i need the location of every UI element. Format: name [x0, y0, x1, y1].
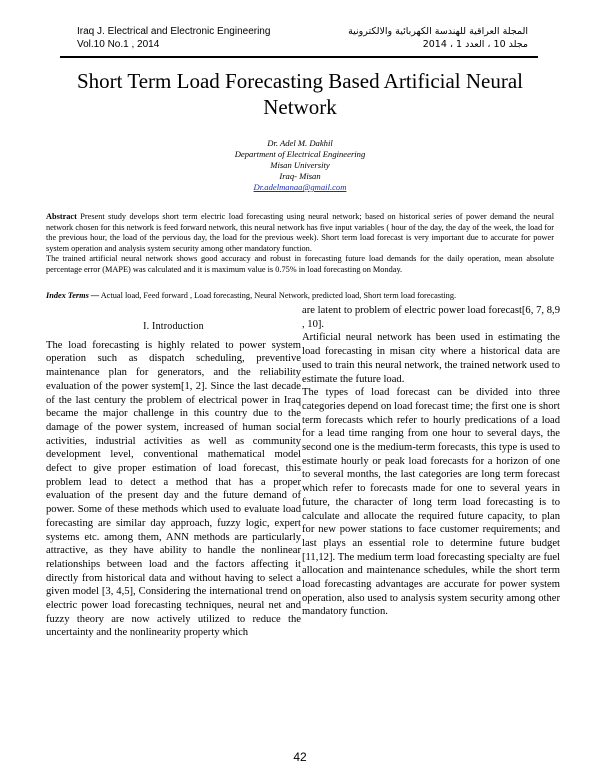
intro-paragraph-right-3: The types of load forecast can be divided into three categories depend on load forecast time; the first one is short term forecasts which refer to hourly predications of a load for a lead time ranging from one hour to several days, the second one is the medium-term forecasts, this type is used to estimate hourly or peak load forecasts for a horizon of one to several months, the last categories are long term forecast which refer to forecasts made for one to several years in future, the character of long term load forecasting is to calculate and allocate the required future capacity, to plan for new power stations to face customer requirements; and last plays an essential role to determine future budget [11,12]. The medium term load forecasting specialty are fuel allocation and maintenance schedules, while the short term load forecasting advantages are accurate for power system operation, also used to analysis system security among other mandatory function.: [302, 387, 560, 618]
author-location: Iraq- Misan: [279, 171, 321, 181]
journal-header-arabic: [348, 25, 528, 51]
journal-name-ar: المجلة العراقية للهندسة الكهربائية والالكترونية: [348, 26, 528, 37]
author-university: Misan University: [270, 160, 330, 170]
paper-title: Short Term Load Forecasting Based Artificial Neural Network: [76, 69, 524, 119]
right-column: [302, 304, 560, 619]
section-heading-introduction: I. Introduction: [143, 321, 204, 332]
abstract-paragraph-2: The trained artificial neural network shows good accuracy and robust in forecasting future load demands for the daily operation, mean absolute percentage error (MAPE) was calculated and it is maximum value is 0.75% in load forecasting on Monday.: [46, 254, 554, 274]
author-email-link[interactable]: Dr.adelmanaa@gmail.com: [253, 182, 347, 192]
author-name: Dr. Adel M. Dakhil: [267, 138, 333, 148]
abstract-paragraph-1: Present study develops short term electric load forecasting using neural network; based on historical series of power demand the neural network chosen for this network is feed forward network, this neural network has five input variables ( hour of the day, the day of the week, the load for the previous hour, the load of the pervious day, the load for the previous week). Short term load forecast is very important due to accurate for power system operation and analysis system security among other mandatory function.: [46, 212, 554, 253]
abstract: [46, 212, 554, 276]
intro-paragraph-left: The load forecasting is highly related to power system operation such as dispatch scheduling, preventive maintenance plan for generators, and the reliability evaluation of the power system[1, 2]. Since the last decade of the last century the problem of electrical power in Iraq became the major challenge in this country due to the damage of the power system, increased of human social activities, industrial activities as well as community development level, conventional mathematical model defect to give proper estimation of load forecast, this problem lead to detect a method that has a proper evaluation of the present day and the future demand of power. Some of these methods which used to evaluate load forecasting are similar day approach, fuzzy logic, expert systems etc. among them, ANN methods are particularly attractive, as they have ability to handle the nonlinear relationships between load and the factors affecting it directly from historical data and without having to select a given model [3, 4,5], Considering the international trend on electric power load forecasting techniques, neural net and fuzzy theory are now actively utilized to reduce the uncertainty and the nonlinearity property which: [46, 339, 301, 639]
journal-name-en: Iraq J. Electrical and Electronic Engineering: [77, 26, 271, 37]
index-terms-label: Index Terms —: [46, 291, 100, 300]
author-block: [60, 138, 540, 193]
abstract-label: Abstract: [46, 212, 77, 221]
intro-paragraph-right-2: Artificial neural network has been used in estimating the load forecasting in misan city where a historical data are used to train this neural network, the trained network used to estimate the future load.: [302, 332, 560, 385]
index-terms: [46, 290, 554, 301]
journal-volume-ar: مجلد 10 ، العدد 1 ، 2014: [422, 39, 528, 50]
left-column: [46, 320, 301, 640]
page-number: 42: [293, 750, 307, 764]
journal-header-english: [77, 25, 270, 51]
header-divider: [60, 56, 538, 58]
index-terms-text: Actual load, Feed forward , Load forecasting, Neural Network, predicted load, Short term load forecasting.: [100, 291, 457, 300]
journal-volume-en: Vol.10 No.1 , 2014: [77, 39, 160, 50]
intro-paragraph-right-1: are latent to problem of electric power load forecast[6, 7, 8,9 , 10].: [302, 305, 560, 330]
author-department: Department of Electrical Engineering: [234, 149, 366, 159]
